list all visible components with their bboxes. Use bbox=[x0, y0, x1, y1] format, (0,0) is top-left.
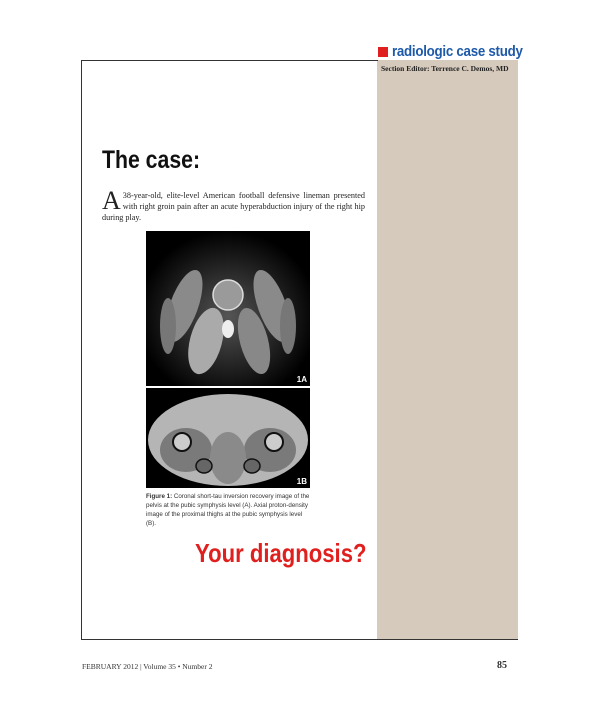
diagnosis-prompt: Your diagnosis? bbox=[195, 538, 367, 568]
figure-label: 1A bbox=[296, 375, 307, 384]
figure-1a bbox=[146, 231, 310, 386]
case-body: 38-year-old, elite-level American football defensive lineman presented with right groin pain after an acute hyperabduction injury of the right hip during play. bbox=[102, 191, 365, 222]
section-kicker: radiologic case study bbox=[392, 44, 523, 60]
frame-line bbox=[81, 639, 518, 640]
footer-issue: FEBRUARY 2012 | Volume 35 • Number 2 bbox=[82, 662, 213, 671]
caption-lead: Figure 1: bbox=[146, 493, 173, 500]
figure-1b bbox=[146, 388, 310, 488]
red-square-icon bbox=[378, 47, 388, 57]
page-title: The case: bbox=[102, 146, 201, 174]
section-editor: Section Editor: Terrence C. Demos, MD bbox=[381, 64, 509, 73]
mri-axial-image bbox=[146, 388, 310, 488]
case-text bbox=[102, 186, 365, 223]
mri-coronal-image bbox=[146, 231, 310, 386]
frame-line bbox=[81, 60, 378, 61]
dropcap: A bbox=[102, 186, 121, 215]
figure-label: 1B bbox=[296, 477, 307, 486]
side-panel bbox=[377, 60, 518, 640]
page-number: 85 bbox=[497, 660, 507, 671]
figure-caption bbox=[146, 492, 312, 528]
caption-text: Coronal short-tau inversion recovery image of the pelvis at the pubic symphysis level (A). Axial proton-density image of the proximal thighs at the pubic symphysis level (B). bbox=[146, 493, 310, 527]
section-header bbox=[378, 44, 534, 60]
frame-line bbox=[81, 60, 82, 640]
